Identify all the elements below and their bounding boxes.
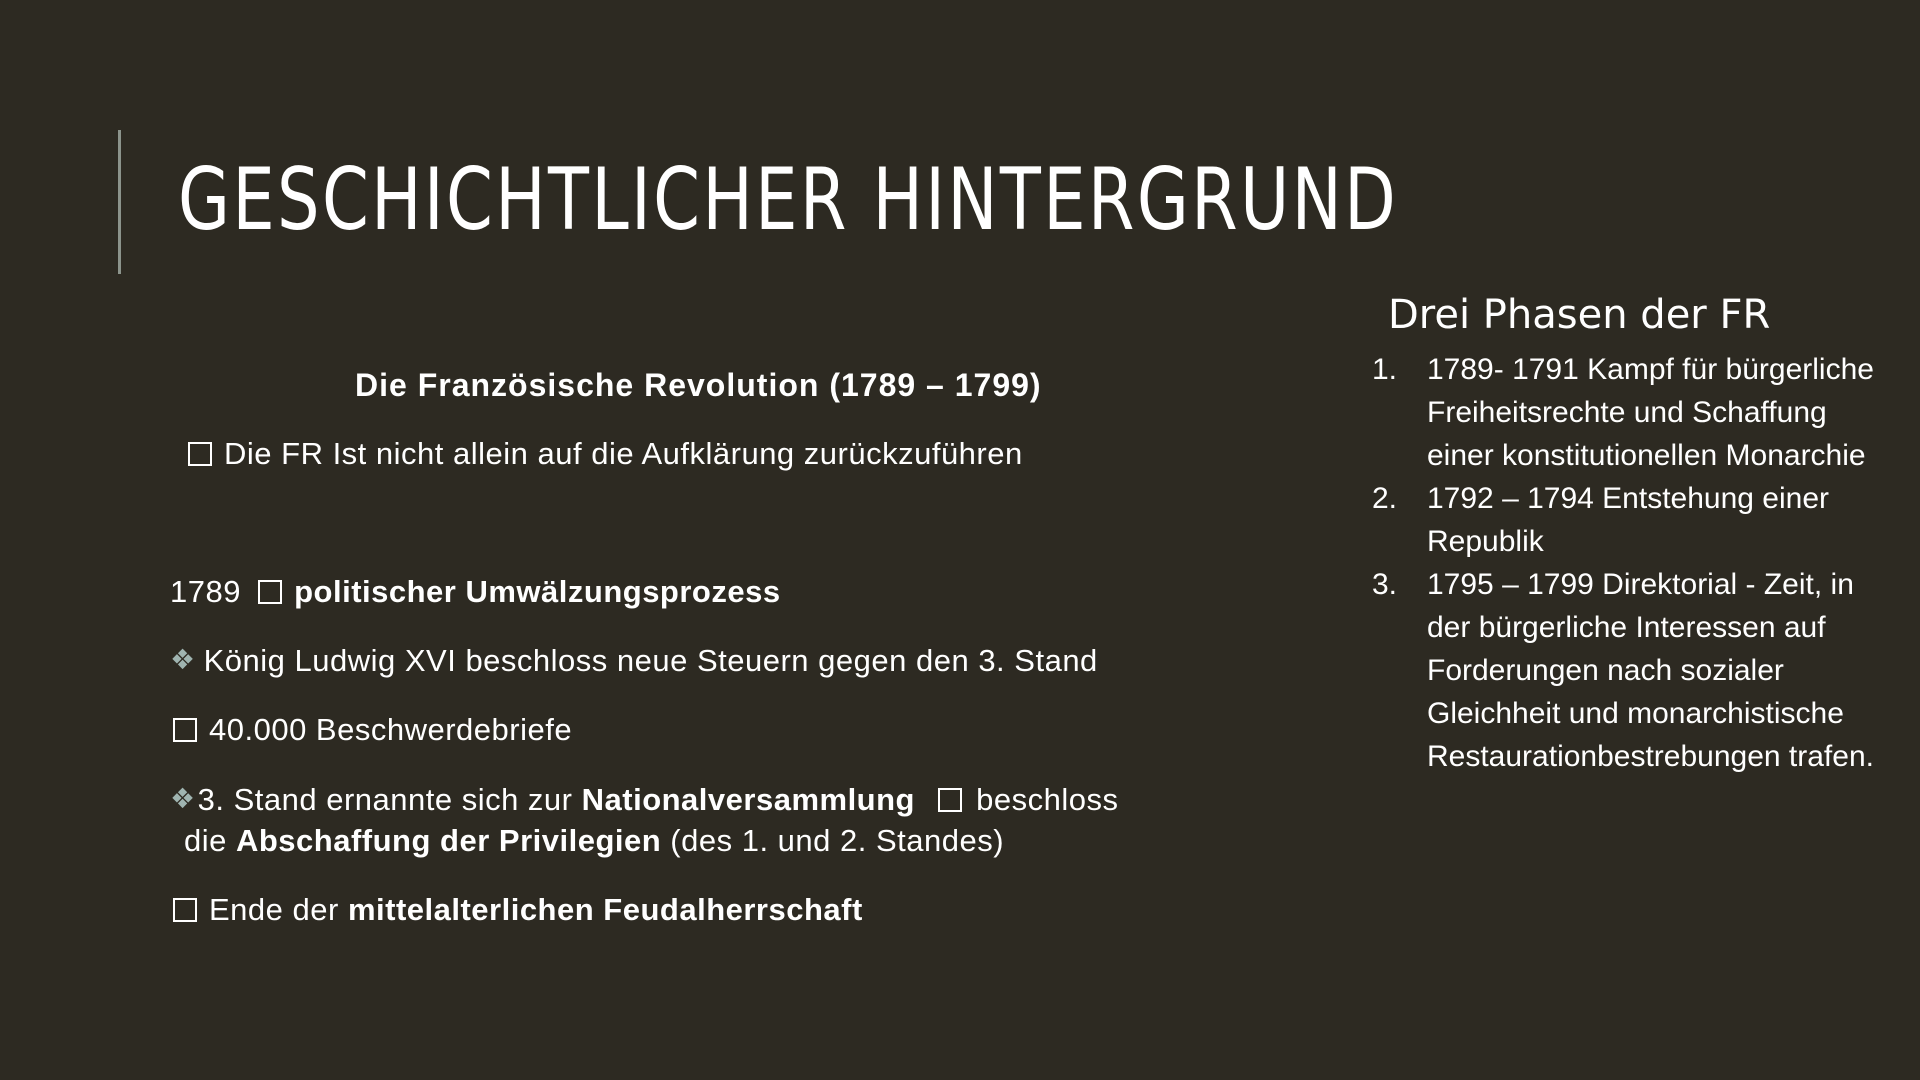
square-outline-icon: [173, 718, 197, 742]
bullet-1-text: Die FR Ist nicht allein auf die Aufklärung zurückzuführen: [224, 436, 1023, 471]
square-outline-icon: [173, 898, 197, 922]
bullet-5-line2-pre: die: [184, 823, 236, 858]
phase-text: 1792 – 1794 Entstehung einer Republik: [1427, 482, 1829, 558]
square-outline-icon: [938, 788, 962, 812]
phase-number: 3.: [1372, 568, 1398, 601]
phase-text: 1789- 1791 Kampf für bürgerliche Freiheitsrechte und Schaffung einer konstitutionellen Monarchie: [1427, 353, 1874, 472]
phase-text: 1795 – 1799 Direktorial - Zeit, in der bürgerliche Interessen auf Forderungen nach sozialer Gleichheit und monarchistische Restaurationbestrebungen trafen.: [1427, 568, 1874, 773]
square-outline-icon: [188, 442, 212, 466]
bullet-3-text: König Ludwig XVI beschloss neue Steuern gegen den 3. Stand: [203, 643, 1098, 678]
square-outline-icon: [258, 580, 282, 604]
bullet-6: [173, 892, 863, 928]
bullet-1: [188, 436, 1023, 472]
four-diamond-icon: ❖: [170, 644, 196, 675]
four-diamond-icon: ❖: [170, 783, 196, 814]
bullet-5-pre: 3. Stand ernannte sich zur: [197, 782, 582, 817]
bullet-6-pre: Ende der: [209, 892, 348, 927]
phase-number: 2.: [1372, 482, 1398, 515]
title-accent-bar: [118, 130, 121, 274]
section-subtitle: Die Französische Revolution (1789 – 1799): [355, 367, 1042, 403]
slide-title: GESCHICHTLICHER HINTERGRUND: [178, 150, 1399, 250]
bullet-4: [173, 712, 572, 748]
bullet-3: [170, 643, 1098, 679]
phase-number: 1.: [1372, 353, 1398, 386]
phases-title: Drei Phasen der FR: [1388, 292, 1771, 338]
bullet-2-year: 1789: [170, 574, 241, 609]
bullet-5-line-2: [184, 823, 1004, 859]
bullet-5-post: beschloss: [976, 782, 1119, 817]
phase-item-1: [1372, 348, 1892, 477]
bullet-5-line2-post: (des 1. und 2. Standes): [661, 823, 1005, 858]
bullet-6-bold: mittelalterlichen Feudalherrschaft: [347, 892, 863, 927]
phase-item-2: [1372, 477, 1892, 563]
bullet-2: [170, 574, 781, 610]
phase-item-3: [1372, 563, 1892, 778]
bullet-2-bold: politischer Umwälzungsprozess: [294, 574, 781, 609]
bullet-5: [170, 782, 1118, 818]
phases-list: [1372, 348, 1892, 778]
bullet-5-line2-bold: Abschaffung der Privilegien: [235, 823, 662, 858]
bullet-5-bold: Nationalversammlung: [581, 782, 915, 817]
bullet-4-text: 40.000 Beschwerdebriefe: [209, 712, 573, 747]
